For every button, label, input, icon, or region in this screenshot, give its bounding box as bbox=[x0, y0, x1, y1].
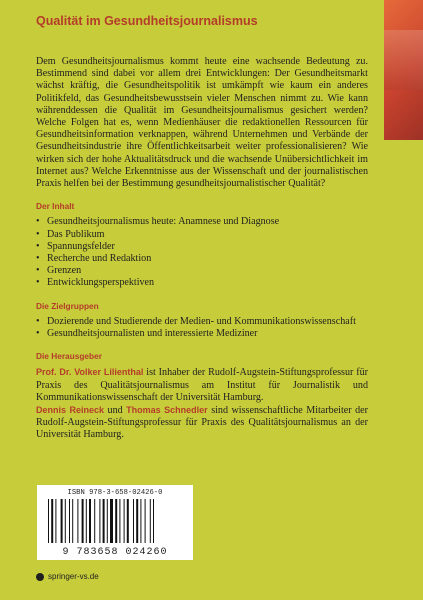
isbn-barcode bbox=[37, 485, 193, 560]
editor-bio-2 bbox=[36, 404, 368, 442]
editor-name: Prof. Dr. Volker Lilienthal bbox=[36, 367, 144, 378]
isbn-label: ISBN 978-3-658-02426-0 bbox=[67, 489, 163, 497]
intro-paragraph: Dem Gesundheitsjournalismus kommt heute eine wachsende Bedeutung zu. Bestimmend sind dabei vor allem drei Entwicklungen: Der Gesundheitsmarkt wächst kräftig, die Gesundheitspolitik ist umkämpft wie kaum ein anderes Politikfeld, das Gesundheitsbewusstsein vieler Menschen nimmt zu. Wie kann währenddessen die Qualität im Gesundheitsjournalismus gesichert werden? Welche Folgen hat es, wenn Medienhäuser die redaktionellen Ressourcen für Gesundheitsinformation verknappen, während Unternehmen und Verbände der Gesundheitsindustrie ihre Öffentlichkeitsarbeit weiter professionalisieren? Wie wirken sich der hohe Aktualitätsdruck und die wachsende Unübersichtlichkeit im Internet aus? Welche Erkenntnisse aus der Wissenschaft und der journalistischen Praxis helfen bei der Bestimmung gesundheitsjournalistischer Qualität? bbox=[36, 56, 368, 190]
contents-heading: Der Inhalt bbox=[36, 201, 75, 212]
contents-list bbox=[36, 216, 368, 289]
decorative-accent-bar bbox=[384, 0, 423, 140]
barcode-bars-icon bbox=[48, 499, 182, 543]
barcode-digits: 9 783658 024260 bbox=[62, 547, 168, 558]
list-item: • Recherche und Redaktion bbox=[36, 253, 368, 265]
list-item: • Gesundheitsjournalisten und interessierte Mediziner bbox=[36, 328, 368, 340]
audience-list bbox=[36, 316, 368, 340]
book-title: Qualität im Gesundheitsjournalismus bbox=[36, 14, 258, 28]
list-item: • Grenzen bbox=[36, 265, 368, 277]
publisher-url: springer-vs.de bbox=[48, 572, 99, 581]
editor-name: Dennis Reineck bbox=[36, 405, 105, 416]
editor-bio-1 bbox=[36, 366, 368, 404]
editors-heading: Die Herausgeber bbox=[36, 351, 102, 362]
conjunction: und bbox=[104, 405, 127, 417]
back-cover-text bbox=[36, 56, 368, 442]
publisher-icon bbox=[36, 573, 44, 581]
list-item: • Gesundheitsjournalismus heute: Anamnese und Diagnose bbox=[36, 216, 368, 228]
editor-bio-text: sind wissenschaftliche Mitarbeiter der Rudolf-Augstein-Stiftungsprofessur für Praxis des Qualitätsjournalismus an der Universität Hamburg. bbox=[36, 405, 369, 441]
list-item: • Das Publikum bbox=[36, 229, 368, 241]
audience-heading: Die Zielgruppen bbox=[36, 300, 99, 311]
list-item: • Entwicklungsperspektiven bbox=[36, 277, 368, 289]
editor-name: Thomas Schnedler bbox=[126, 405, 208, 416]
list-item: • Spannungsfelder bbox=[36, 241, 368, 253]
list-item: • Dozierende und Studierende der Medien- und Kommunikationswissenschaft bbox=[36, 316, 368, 328]
publisher-link[interactable] bbox=[36, 572, 99, 581]
editor-bio-text: ist Inhaber der Rudolf-Augstein-Stiftungsprofessur für Praxis des Qualitätsjournalismus am Institut für Journalistik und Kommunikationswissenschaft der Universität Hamburg. bbox=[36, 367, 368, 403]
